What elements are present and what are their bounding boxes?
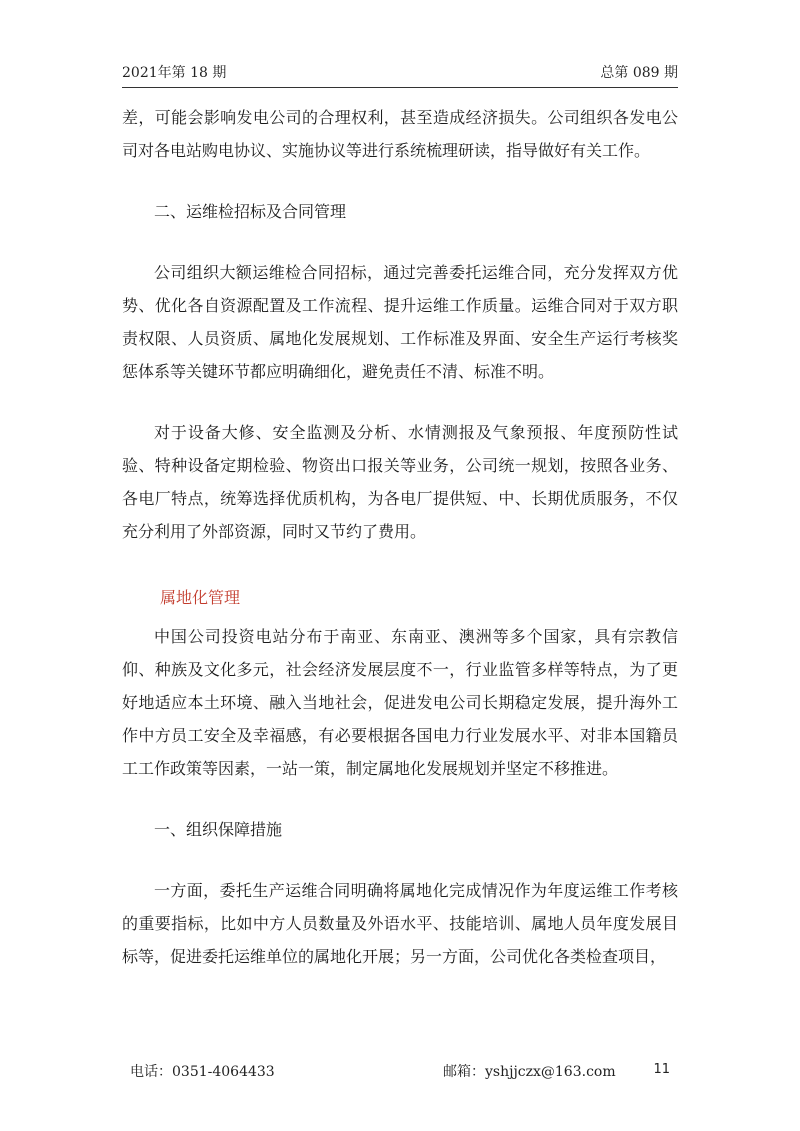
paragraph-continuation: 差，可能会影响发电公司的合理权利，甚至造成经济损失。公司组织各发电公司对各电站购电协议、实施协议等进行系统梳理研读，指导做好有关工作。 <box>122 108 678 160</box>
subheading-organizational-measures: 一、组织保障措施 <box>154 820 283 839</box>
paragraph-tendering: 公司组织大额运维检合同招标，通过完善委托运维合同，充分发挥双方优势、优化各自资源配置及工作流程、提升运维工作质量。运维合同对于双方职责权限、人员资质、属地化发展规划、工作标准及界面、安全生产运行考核奖惩体系等关键环节都应明确细化，避免责任不清、标准不明。 <box>122 263 678 381</box>
paragraph-services: 对于设备大修、安全监测及分析、水情测报及气象预报、年度预防性试验、特种设备定期检验、物资出口报关等业务，公司统一规划，按照各业务、各电厂特点，统筹选择优质机构，为各电厂提供短、中、长期优质服务，不仅充分利用了外部资源，同时又节约了费用。 <box>122 423 678 541</box>
page-header <box>122 57 678 88</box>
page-footer <box>130 1061 670 1083</box>
page-number: 11 <box>653 1062 670 1077</box>
contact-email: 邮箱：yshjjczx@163.com <box>443 1064 616 1080</box>
document-body <box>122 101 678 973</box>
paragraph-measures: 一方面，委托生产运维合同明确将属地化完成情况作为年度运维工作考核的重要指标，比如中方人员数量及外语水平、技能培训、属地人员年度发展目标等，促进委托运维单位的属地化开展；另一方面，公司优化各类检查项目， <box>122 881 678 966</box>
subheading-tendering-contracts: 二、运维检招标及合同管理 <box>154 202 347 221</box>
issue-number: 2021年第 18 期 <box>122 65 227 81</box>
contact-phone: 电话：0351-4064433 <box>130 1064 275 1080</box>
paragraph-localization: 中国公司投资电站分布于南亚、东南亚、澳洲等多个国家，具有宗教信仰、种族及文化多元，社会经济发展层度不一，行业监管多样等特点，为了更好地适应本土环境、融入当地社会，促进发电公司长期稳定发展，提升海外工作中方员工安全及幸福感，有必要根据各国电力行业发展水平、对非本国籍员工工作政策等因素，一站一策，制定属地化发展规划并坚定不移推进。 <box>122 627 678 778</box>
section-title-localization: 属地化管理 <box>160 588 241 607</box>
total-issue-number: 总第 089 期 <box>600 65 678 81</box>
